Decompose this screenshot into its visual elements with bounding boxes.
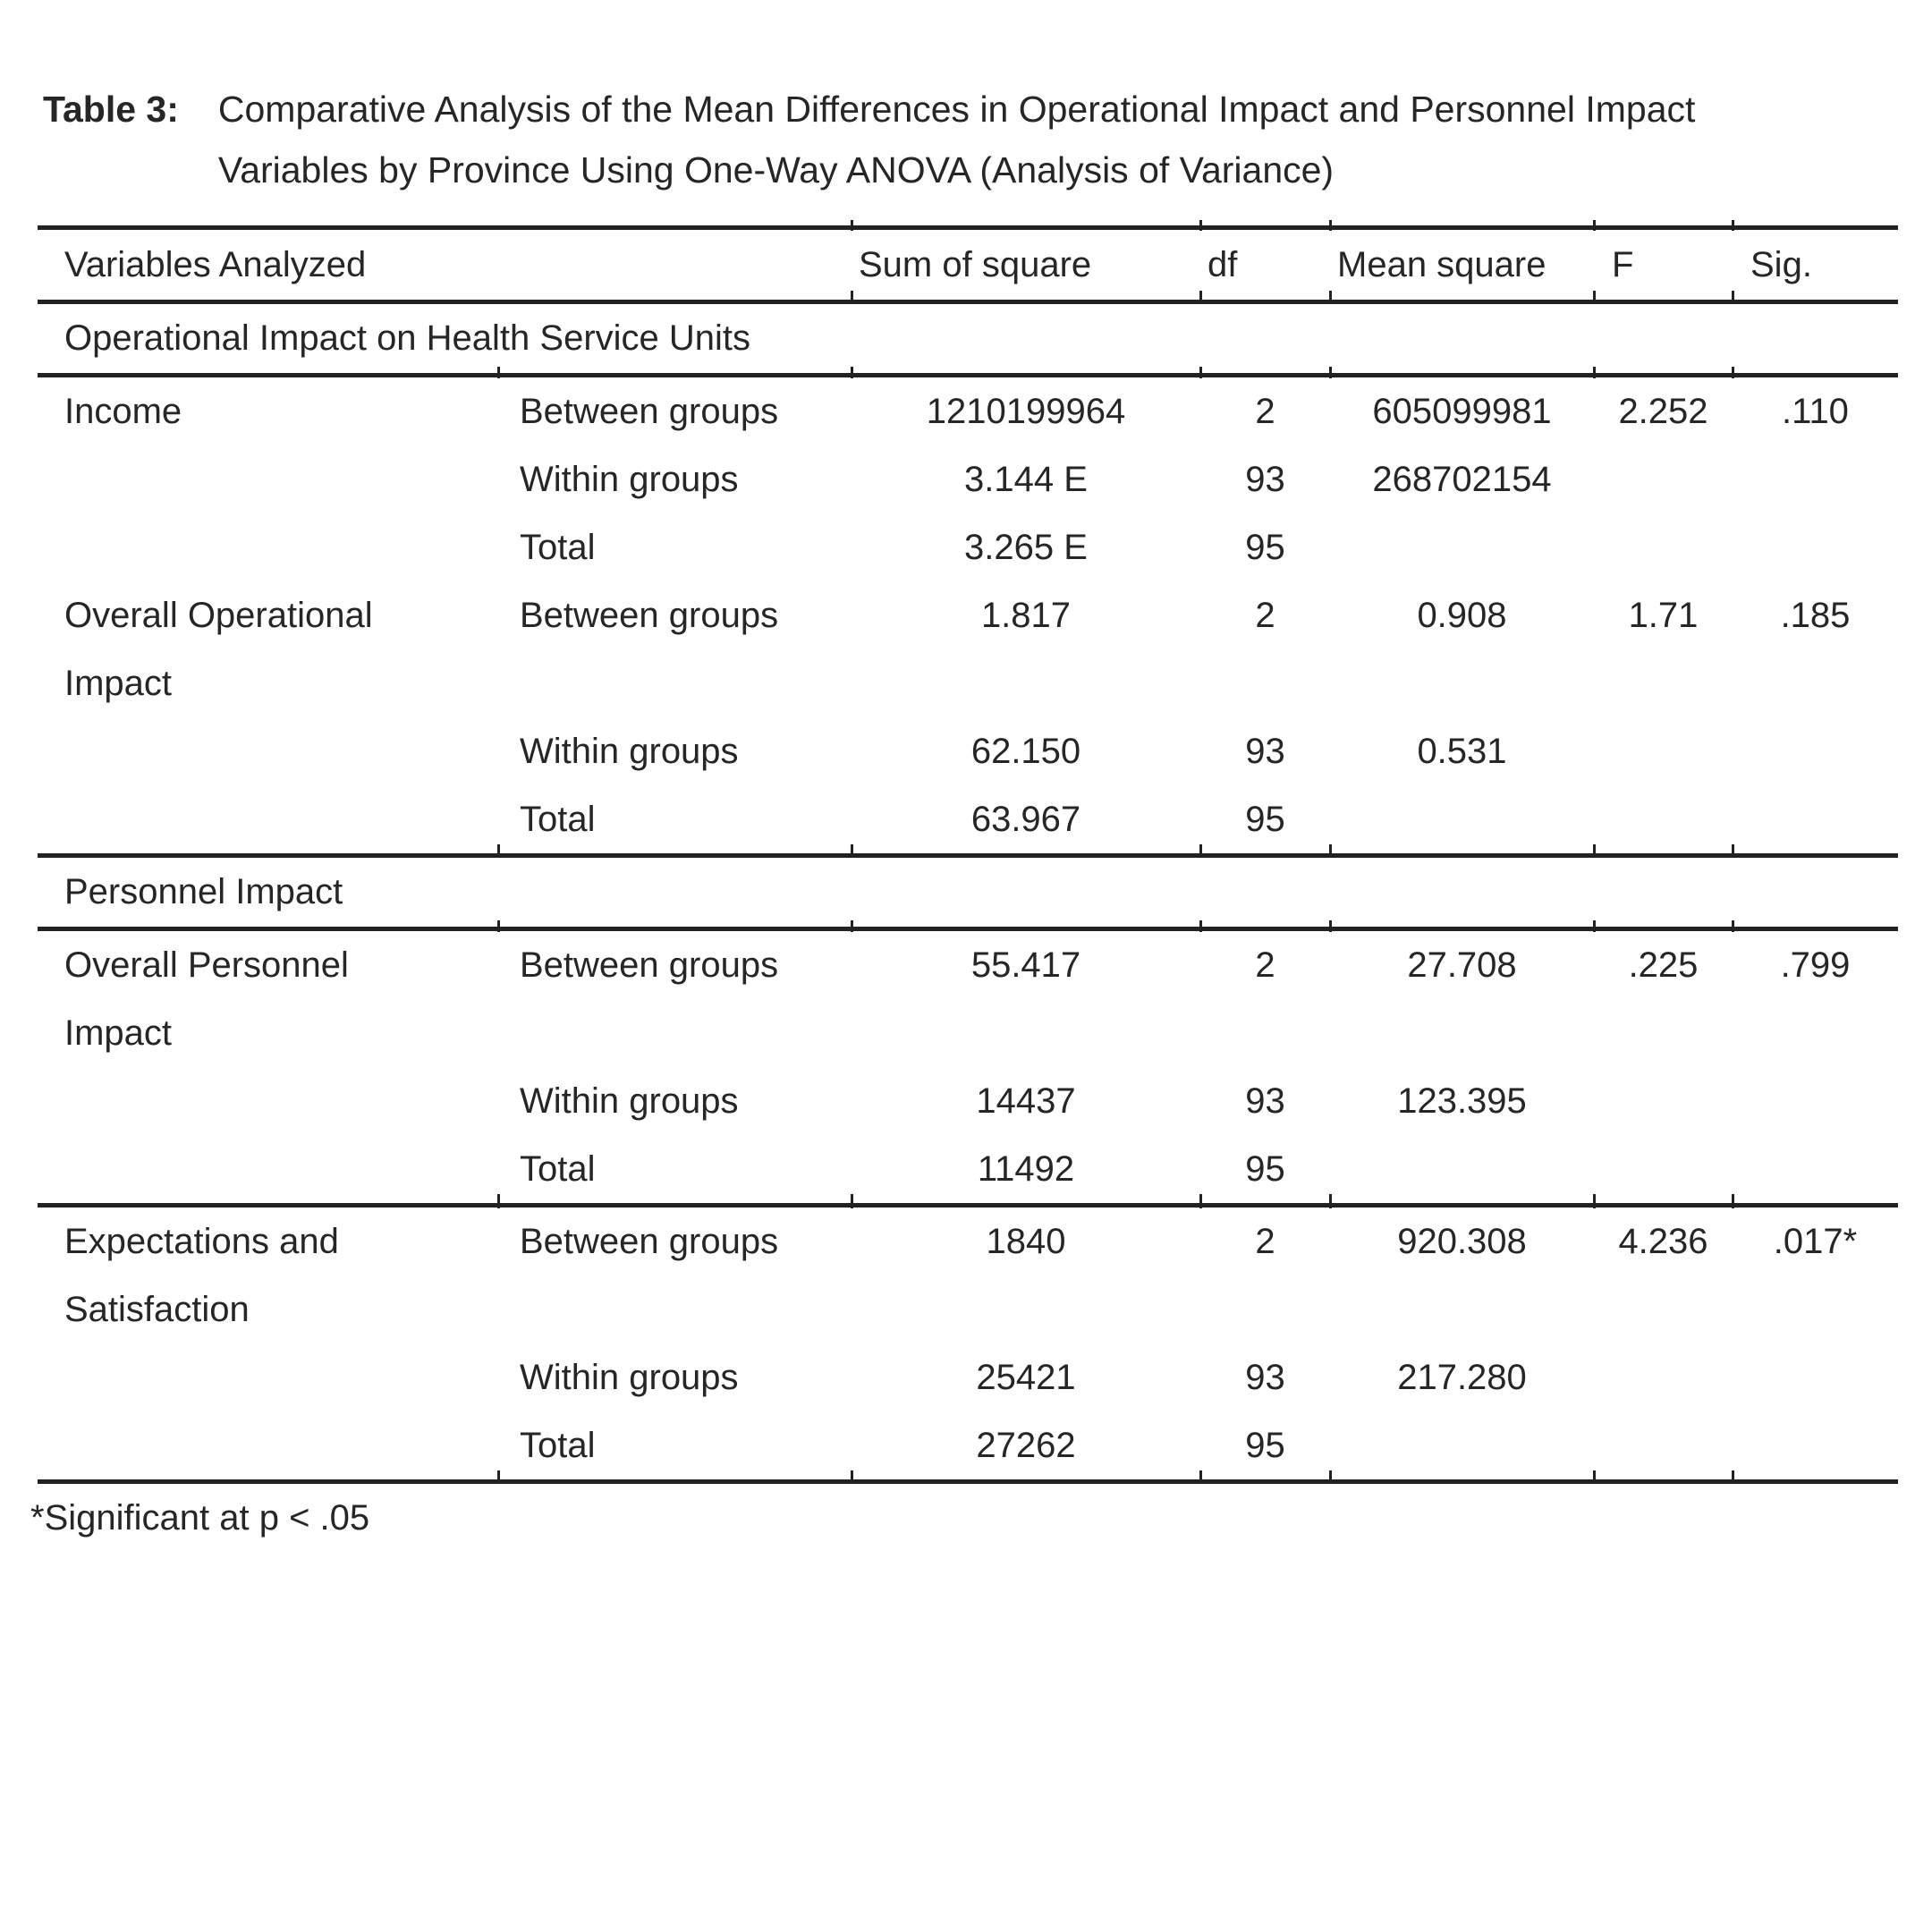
cell-sublabel: Within groups bbox=[520, 731, 739, 771]
cell-sig bbox=[1733, 1135, 1898, 1206]
table-title-caption-line1: Comparative Analysis of the Mean Differences in Operational Impact and Personnel Impact bbox=[217, 89, 1696, 130]
cell-f bbox=[1594, 1067, 1733, 1135]
cell-df bbox=[1200, 999, 1330, 1067]
cell-mean-square bbox=[1330, 1275, 1594, 1343]
cell-f bbox=[1594, 717, 1733, 785]
cell-f: 4.236 bbox=[1594, 1206, 1733, 1276]
cell-variable bbox=[38, 717, 498, 785]
cell-sum-of-square: 63.967 bbox=[852, 785, 1200, 856]
cell-sig bbox=[1733, 785, 1898, 856]
table-title-label: Table 3: bbox=[43, 89, 179, 130]
cell-f bbox=[1594, 1135, 1733, 1206]
cell-sublabel: Between groups bbox=[498, 929, 852, 1000]
cell-mean-square bbox=[1330, 785, 1594, 856]
section-label: Personnel Impact bbox=[38, 856, 1898, 929]
cell-df: 2 bbox=[1200, 1206, 1330, 1276]
cell-sum-of-square: 27262 bbox=[852, 1411, 1200, 1482]
cell-sig: .185 bbox=[1780, 595, 1851, 635]
table-row bbox=[38, 1206, 1898, 1276]
cell-variable: Overall Personnel bbox=[38, 929, 498, 1000]
cell-f bbox=[1594, 1343, 1733, 1411]
cell-variable bbox=[38, 513, 498, 581]
cell-variable bbox=[38, 1135, 498, 1206]
cell-mean-square: 0.908 bbox=[1417, 595, 1507, 635]
cell-sum-of-square: 55.417 bbox=[852, 929, 1200, 1000]
cell-mean-square: 0.531 bbox=[1417, 731, 1507, 771]
cell-mean-square: 123.395 bbox=[1397, 1080, 1527, 1121]
table-row bbox=[38, 785, 1898, 856]
cell-df: 93 bbox=[1245, 1080, 1285, 1121]
cell-sig bbox=[1733, 999, 1898, 1067]
cell-f bbox=[1594, 1411, 1733, 1482]
cell-df: 2 bbox=[1255, 595, 1275, 635]
cell-sig bbox=[1733, 1411, 1898, 1482]
cell-df: 93 bbox=[1245, 1357, 1285, 1397]
cell-variable bbox=[38, 1067, 498, 1135]
cell-variable: Satisfaction bbox=[64, 1289, 250, 1329]
cell-sig: .110 bbox=[1782, 391, 1849, 431]
col-header-mean-square: Mean square bbox=[1330, 228, 1594, 302]
cell-sum-of-square: 3.265 E bbox=[964, 527, 1088, 567]
cell-sig bbox=[1733, 717, 1898, 785]
col-header-df: df bbox=[1200, 228, 1330, 302]
cell-sig bbox=[1733, 445, 1898, 513]
cell-sublabel: Between groups bbox=[498, 376, 852, 446]
cell-df: 95 bbox=[1200, 1411, 1330, 1482]
anova-table bbox=[38, 225, 1898, 1484]
cell-variable bbox=[38, 785, 498, 856]
cell-sum-of-square: 14437 bbox=[976, 1080, 1076, 1121]
cell-sum-of-square: 3.144 E bbox=[964, 459, 1088, 499]
cell-mean-square bbox=[1330, 999, 1594, 1067]
cell-sum-of-square: 1840 bbox=[852, 1206, 1200, 1276]
col-header-sum-of-square: Sum of square bbox=[852, 228, 1200, 302]
cell-sum-of-square: 1.817 bbox=[980, 595, 1072, 635]
table-title-caption bbox=[218, 79, 1696, 200]
col-header-sig: Sig. bbox=[1733, 228, 1898, 302]
table-row bbox=[38, 581, 1898, 649]
cell-variable bbox=[38, 1343, 498, 1411]
cell-sum-of-square: 25421 bbox=[976, 1357, 1076, 1397]
cell-sublabel: Total bbox=[498, 1411, 852, 1482]
cell-variable: Impact bbox=[64, 663, 173, 703]
cell-variable: Impact bbox=[64, 1013, 173, 1053]
cell-f bbox=[1594, 445, 1733, 513]
cell-sublabel: Between groups bbox=[520, 595, 779, 635]
cell-mean-square: 920.308 bbox=[1330, 1206, 1594, 1276]
cell-f bbox=[1594, 999, 1733, 1067]
cell-f bbox=[1594, 513, 1733, 581]
cell-mean-square: 605099981 bbox=[1330, 376, 1594, 446]
cell-sublabel: Between groups bbox=[498, 1206, 852, 1276]
cell-sig bbox=[1733, 1067, 1898, 1135]
cell-df: 93 bbox=[1245, 731, 1285, 771]
cell-variable: Income bbox=[38, 376, 498, 446]
cell-sig bbox=[1733, 1275, 1898, 1343]
table-row bbox=[38, 929, 1898, 1000]
table-row bbox=[38, 717, 1898, 785]
table-row bbox=[38, 1135, 1898, 1206]
cell-sig bbox=[1733, 1343, 1898, 1411]
cell-f: 1.71 bbox=[1628, 595, 1699, 635]
cell-sum-of-square bbox=[852, 1275, 1200, 1343]
cell-sig bbox=[1733, 649, 1898, 717]
cell-df: 95 bbox=[1200, 785, 1330, 856]
cell-df bbox=[1200, 649, 1330, 717]
cell-mean-square: 217.280 bbox=[1397, 1357, 1527, 1397]
cell-sig: .799 bbox=[1780, 945, 1851, 985]
table-row bbox=[38, 1343, 1898, 1411]
table-row bbox=[38, 1067, 1898, 1135]
cell-f: 2.252 bbox=[1594, 376, 1733, 446]
cell-sublabel: Total bbox=[498, 1135, 852, 1206]
section-row-operational-impact bbox=[38, 302, 1898, 376]
table-row bbox=[38, 649, 1898, 717]
cell-df: 93 bbox=[1245, 459, 1285, 499]
significance-footnote: *Significant at p < .05 bbox=[30, 1498, 370, 1538]
cell-f: .225 bbox=[1594, 929, 1733, 1000]
table-row bbox=[38, 513, 1898, 581]
cell-df: 2 bbox=[1200, 929, 1330, 1000]
cell-sublabel bbox=[498, 999, 852, 1067]
cell-sublabel: Total bbox=[520, 527, 596, 567]
cell-sum-of-square: 1210199964 bbox=[852, 376, 1200, 446]
col-header-f: F bbox=[1594, 228, 1733, 302]
cell-sublabel bbox=[498, 1275, 852, 1343]
cell-sig bbox=[1733, 513, 1898, 581]
section-label: Operational Impact on Health Service Units bbox=[38, 302, 1898, 376]
table-title-caption-line2: Variables by Province Using One-Way ANOVA (Analysis of Variance) bbox=[217, 149, 1335, 191]
cell-sublabel: Within groups bbox=[520, 1080, 739, 1121]
header-row bbox=[38, 228, 1898, 302]
cell-sig: .017* bbox=[1773, 1221, 1858, 1261]
cell-sum-of-square bbox=[852, 649, 1200, 717]
table-row bbox=[38, 445, 1898, 513]
table-title bbox=[38, 79, 1898, 200]
cell-sublabel: Within groups bbox=[520, 459, 739, 499]
cell-f bbox=[1594, 649, 1733, 717]
table-row bbox=[38, 1411, 1898, 1482]
cell-sublabel: Within groups bbox=[520, 1357, 739, 1397]
cell-sublabel bbox=[498, 649, 852, 717]
table-row bbox=[38, 999, 1898, 1067]
cell-mean-square bbox=[1330, 1411, 1594, 1482]
cell-mean-square bbox=[1330, 649, 1594, 717]
cell-mean-square bbox=[1330, 1135, 1594, 1206]
table-row bbox=[38, 1275, 1898, 1343]
cell-sum-of-square: 11492 bbox=[852, 1135, 1200, 1206]
cell-sum-of-square bbox=[852, 999, 1200, 1067]
cell-variable bbox=[38, 445, 498, 513]
cell-f bbox=[1594, 785, 1733, 856]
cell-variable: Expectations and bbox=[38, 1206, 498, 1276]
cell-variable: Overall Operational bbox=[64, 595, 373, 635]
cell-df: 95 bbox=[1200, 1135, 1330, 1206]
cell-f bbox=[1594, 1275, 1733, 1343]
cell-df: 2 bbox=[1200, 376, 1330, 446]
table-row bbox=[38, 376, 1898, 446]
cell-df: 95 bbox=[1245, 527, 1285, 567]
cell-variable bbox=[38, 1411, 498, 1482]
cell-mean-square bbox=[1330, 513, 1594, 581]
cell-sum-of-square: 62.150 bbox=[970, 731, 1081, 771]
cell-sublabel: Total bbox=[498, 785, 852, 856]
cell-mean-square: 27.708 bbox=[1330, 929, 1594, 1000]
cell-df bbox=[1200, 1275, 1330, 1343]
cell-mean-square: 268702154 bbox=[1372, 459, 1552, 499]
section-row-personnel-impact bbox=[38, 856, 1898, 929]
col-header-variables: Variables Analyzed bbox=[38, 228, 852, 302]
